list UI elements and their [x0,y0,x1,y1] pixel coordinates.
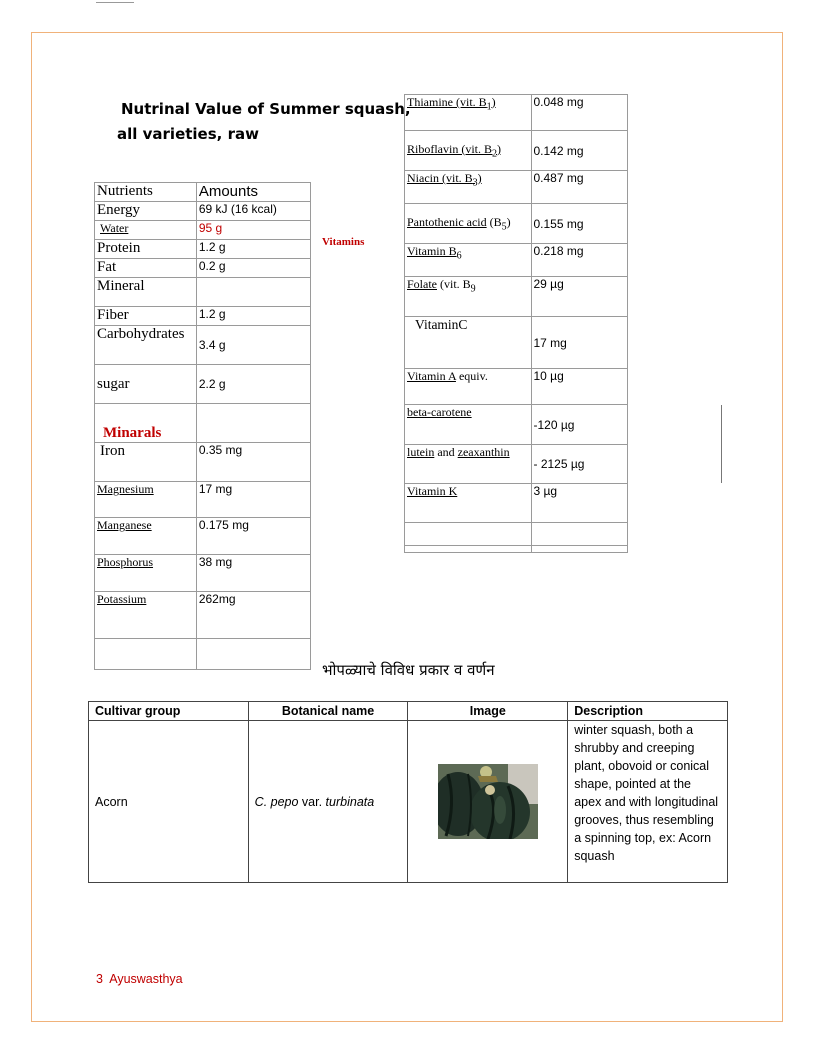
nutrients-table [94,182,311,670]
vitamins-table [404,94,628,553]
top-mark [96,2,134,3]
mineral-name: Potassium [95,592,197,639]
table-row [95,639,311,670]
acorn-squash-image [438,764,538,839]
vitamin-name: Pantothenic acid $(B_5)$ [405,204,532,244]
nutrient-value [196,278,310,307]
table-row [405,244,628,277]
nutrient-name: sugar [95,365,197,404]
empty-cell [95,639,197,670]
mineral-value: 262mg [196,592,310,639]
table-row [95,518,311,555]
mineral-name: Magnesium [95,482,197,518]
section-heading: भोपळ्याचे विविध प्रकार व वर्णन [322,661,495,679]
nutrient-value: 3.4 g [196,326,310,365]
table-row [405,445,628,484]
nutrients-header: Nutrients [95,183,197,202]
cultivar-table [88,701,728,883]
vitamin-value: 0.142 mg [531,131,628,171]
table-row [95,482,311,518]
table-row [95,240,311,259]
description: winter squash, both a shrubby and creeping plant, obovoid or conical shape, pointed at the apex and with longitudinal grooves, thus resembling a spinning top, ex: Acorn squash [568,721,728,883]
vitamin-name: lutein and zeaxanthin [405,445,532,484]
mineral-value: 38 mg [196,555,310,592]
col-header-cultivar: Cultivar group [89,702,249,721]
vitamin-name: VitaminC [405,317,532,369]
vitamins-label: Vitamins [322,236,365,248]
empty-cell [531,546,628,553]
image-cell [408,721,568,883]
vitamin-value: 3 µg [531,484,628,523]
nutrient-name: Mineral [95,278,197,307]
minerals-heading: Minarals [103,425,162,441]
table-row [405,171,628,204]
table-row [95,202,311,221]
empty-cell [196,404,310,443]
nutrient-name: Protein [95,240,197,259]
table-row [95,555,311,592]
col-header-description: Description [568,702,728,721]
nutrient-value: 1.2 g [196,240,310,259]
vitamin-value: 10 µg [531,369,628,405]
empty-cell [531,523,628,546]
table-row [89,721,728,883]
table-row [95,404,311,443]
mineral-value: 0.35 mg [196,443,310,482]
vitamin-name: Niacin (vit. $B_3$) [405,171,532,204]
site-name: Ayuswasthya [109,972,183,986]
vitamin-value: 0.218 mg [531,244,628,277]
vitamin-name: Riboflavin (vit. $B_2$) [405,131,532,171]
table-row [405,546,628,553]
vitamin-value: 0.155 mg [531,204,628,244]
nutrient-value: 0.2 g [196,259,310,278]
table-row [405,523,628,546]
mineral-name: Manganese [95,518,197,555]
table-row [405,204,628,244]
table-row [405,405,628,445]
table-row [405,484,628,523]
table-row [95,592,311,639]
mineral-name: Iron [95,443,197,482]
col-header-botanical: Botanical name [248,702,408,721]
vitamin-name: Thiamine (vit. $B_1$) [405,95,532,131]
table-row [95,278,311,307]
vitamin-name: beta-carotene [405,405,532,445]
empty-cell [405,523,532,546]
vitamin-value: - 2125 µg [531,445,628,484]
minerals-cell [95,404,197,443]
vitamin-value: 0.048 mg [531,95,628,131]
page-number: 3 [96,972,103,986]
col-header-image: Image [408,702,568,721]
nutrient-name: Fiber [95,307,197,326]
table-row [405,277,628,317]
vitamin-name: Vitamin $B_6$ [405,244,532,277]
page-title [117,97,411,147]
vitamin-name: Folate (vit. $B_9$ [405,277,532,317]
vitamin-value: -120 µg [531,405,628,445]
acorn-squash-illustration [438,764,538,839]
botanical-name: C. pepo var. turbinata [248,721,408,883]
title-line-2: all varieties, raw [117,125,259,143]
table-row [405,369,628,405]
amounts-header: Amounts [196,183,310,202]
table-row [405,131,628,171]
vitamin-value: 0.487 mg [531,171,628,204]
vitamin-value: 17 mg [531,317,628,369]
nutrient-name: Water [95,221,197,240]
vitamin-name: Vitamin A equiv. [405,369,532,405]
title-line-1: Nutrinal Value of Summer squash, [121,100,411,118]
table-row [95,259,311,278]
margin-line [721,405,722,483]
mineral-value: 0.175 mg [196,518,310,555]
table-row [95,307,311,326]
nutrient-name: Fat [95,259,197,278]
table-header-row [89,702,728,721]
table-row [95,443,311,482]
nutrient-value: 95 g [196,221,310,240]
mineral-name: Phosphorus [95,555,197,592]
table-row [95,365,311,404]
nutrient-name: Carbohydrates [95,326,197,365]
cultivar-group: Acorn [89,721,249,883]
nutrient-value: 69 kJ (16 kcal) [196,202,310,221]
vitamin-value: 29 µg [531,277,628,317]
table-row [95,326,311,365]
page-footer [96,972,183,986]
empty-cell [405,546,532,553]
table-row [405,317,628,369]
nutrient-value: 1.2 g [196,307,310,326]
vitamin-name: Vitamin K [405,484,532,523]
mineral-value: 17 mg [196,482,310,518]
nutrient-name: Energy [95,202,197,221]
table-row [95,183,311,202]
empty-cell [196,639,310,670]
table-row [95,221,311,240]
table-row [405,95,628,131]
nutrient-value: 2.2 g [196,365,310,404]
